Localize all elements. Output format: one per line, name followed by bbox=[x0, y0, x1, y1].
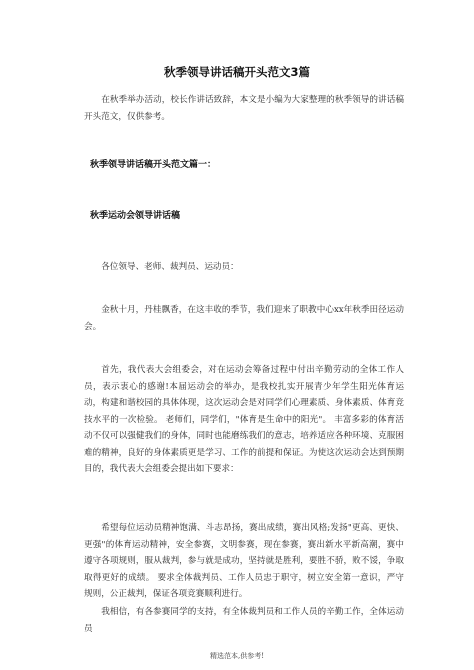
paragraph-opening: 金秋十月，丹桂飘香，在这丰收的季节，我们迎来了职教中心xx年秋季田径运动会。 bbox=[84, 305, 404, 332]
section-heading: 秋季领导讲话稿开头范文篇一： bbox=[90, 160, 217, 170]
paragraph-requirements: 希望每位运动员精神饱满、斗志昂扬，赛出成绩，赛出风格;发扬"更高、更快、更强"的体育运动精神，安全参赛，文明参赛，现在参赛，赛出新水平新高潮，赛中遵守各项规则，服从裁判，参与就是成功，坚持就是胜利，要胜不骄，败不馁，争取取得更好的成绩。 要求全体裁判员、工作人员忠于职守，树立安全第一意识，严守规则，公正裁判，保证各项竞赛顺利进行。 bbox=[84, 523, 404, 599]
paragraph-closing: 我相信，有各参赛同学的支持，有全体裁判员和工作人员的辛勤工作，全体运动员 bbox=[84, 607, 404, 634]
page-footer: 精选范本,供参考! bbox=[209, 652, 265, 660]
paragraph-thanks: 首先，我代表大会组委会，对在运动会筹备过程中付出辛勤劳动的全体工作人员，表示衷心的感谢!本届运动会的举办，是我校扎实开展青少年学生阳光体育运动，构建和谐校园的具体体现，这次运动会是对同学们心理素质、身体素质、体育竞技水平的一次检验。 老师们，同学们，"体育是生命中的阳光"。 丰富多彩的体育活动不仅可以强健我们的身体，同时也能磨练我们的意志，培养适应各种环境、克服困难的精神，良好的身体素质更是学习、工作的前提和保证。为使这次运动会达到预期目的，我代表大会组委会提出如下要求： bbox=[84, 365, 404, 474]
intro-paragraph: 在秋季举办活动，校长作讲话致辞，本文是小编为大家整理的秋季领导的讲话稿开头范文，仅供参考。 bbox=[84, 95, 404, 122]
speech-title: 秋季运动会领导讲话稿 bbox=[90, 211, 181, 221]
greeting-paragraph: 各位领导、老师、裁判员、运动员： bbox=[101, 262, 239, 272]
document-title: 秋季领导讲话稿开头范文3篇 bbox=[163, 65, 310, 79]
